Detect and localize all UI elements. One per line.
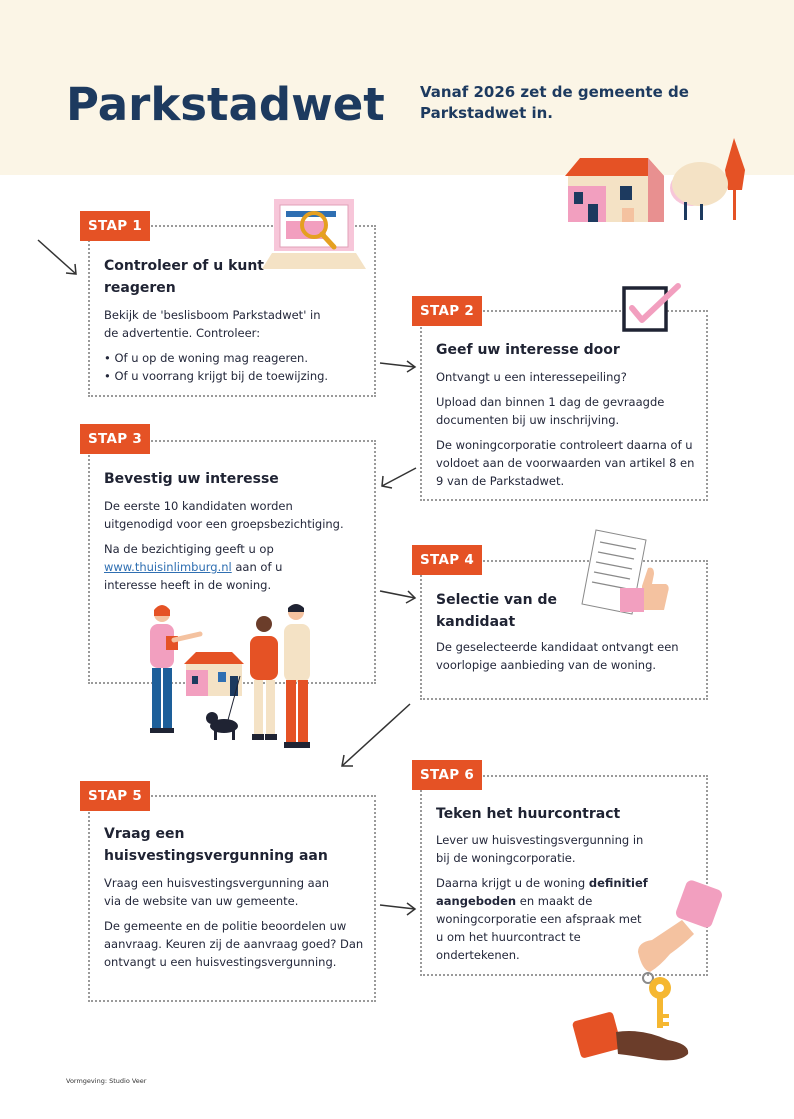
step-4-text <box>436 638 698 681</box>
step-6-para-1: Lever uw huisvestingsvergunning in bij de woningcorporatie. <box>436 833 644 865</box>
step-3-title: Bevestig uw interesse <box>104 471 279 487</box>
step-1-title: Controleer of u kunt reageren <box>104 258 265 296</box>
viewing-group-illustration <box>140 600 325 750</box>
step-6-title: Teken het huurcontract <box>436 806 621 822</box>
step-1-bullets <box>104 349 364 385</box>
step-2-title: Geef uw interesse door <box>436 342 620 358</box>
step-6-para-2-after: en maakt de woningcorporatie een afspraak met u om het huurcontract te ondertekenen. <box>436 894 642 962</box>
step-1-intro: Bekijk de 'beslisboom Parkstadwet' in de advertentie. Controleer: <box>104 308 321 340</box>
step-5-para-2: De gemeente en de politie beoordelen uw aanvraag. Keuren zij de aanvraag goed? Dan ontvangt u een huisvestingsvergunning. <box>104 919 364 969</box>
step-2-para-3: De woningcorporatie controleert daarna of u voldoet aan de voorwaarden van artikel 8 en 9 van de Parkstadwet. <box>436 438 695 488</box>
laptop-magnifier-icon <box>262 197 367 270</box>
step-1-bullet: • Of u voorrang krijgt bij de toewijzing. <box>104 369 329 383</box>
thuisinlimburg-link[interactable]: www.thuisinlimburg.nl <box>104 560 232 574</box>
step-1-badge: STAP 1 <box>80 211 150 241</box>
arrow-step-5-to-step-6 <box>378 900 418 916</box>
step-3-para-2-before: Na de bezichtiging geeft u op <box>104 542 274 556</box>
step-5-badge: STAP 5 <box>80 781 150 811</box>
step-3-badge: STAP 3 <box>80 424 150 454</box>
step-2-badge: STAP 2 <box>412 296 482 326</box>
step-4-badge: STAP 4 <box>412 545 482 575</box>
houses-trees-illustration <box>560 138 755 228</box>
checkbox-icon <box>620 282 684 336</box>
document-thumbs-up-icon <box>582 528 672 620</box>
step-2-para-2: Upload dan binnen 1 dag de gevraagde documenten bij uw inschrijving. <box>436 395 665 427</box>
key-handover-illustration <box>572 882 722 1064</box>
arrow-step-3-to-step-4 <box>378 588 418 604</box>
page-title: Parkstadwet <box>66 78 385 131</box>
step-1-bullet: • Of u op de woning mag reageren. <box>104 351 309 365</box>
step-6-bold: definitief aangeboden <box>436 876 648 908</box>
step-6-badge: STAP 6 <box>412 760 482 790</box>
step-3-para-1: De eerste 10 kandidaten worden uitgenodigd voor een groepsbezichtiging. <box>104 499 344 531</box>
step-2-text <box>436 368 698 497</box>
step-1-text <box>104 306 364 385</box>
step-3-text <box>104 497 354 601</box>
step-5-text <box>104 874 366 978</box>
design-credit: Vormgeving: Studio Veer <box>66 1077 147 1085</box>
arrow-step-4-to-step-5 <box>338 702 414 770</box>
arrow-intro-to-step-1 <box>36 238 82 278</box>
step-2-para-1: Ontvangt u een interessepeiling? <box>436 370 627 384</box>
arrow-step-1-to-step-2 <box>378 358 418 372</box>
step-5-title: Vraag een huisvestingsvergunning aan <box>104 826 328 864</box>
arrow-step-2-to-step-3 <box>378 466 418 490</box>
step-3-para-2-after: aan of u interesse heeft in de woning. <box>104 560 283 592</box>
intro-text: Vanaf 2026 zet de gemeente de Parkstadwet in. <box>420 83 689 122</box>
step-6-para-2-before: Daarna krijgt u de woning <box>436 876 586 890</box>
step-5-para-1: Vraag een huisvestingsvergunning aan via de website van uw gemeente. <box>104 876 330 908</box>
step-3-para-2 <box>104 540 319 594</box>
step-4-title: Selectie van de kandidaat <box>436 592 557 630</box>
step-4-para-1: De geselecteerde kandidaat ontvangt een voorlopige aanbieding van de woning. <box>436 640 679 672</box>
